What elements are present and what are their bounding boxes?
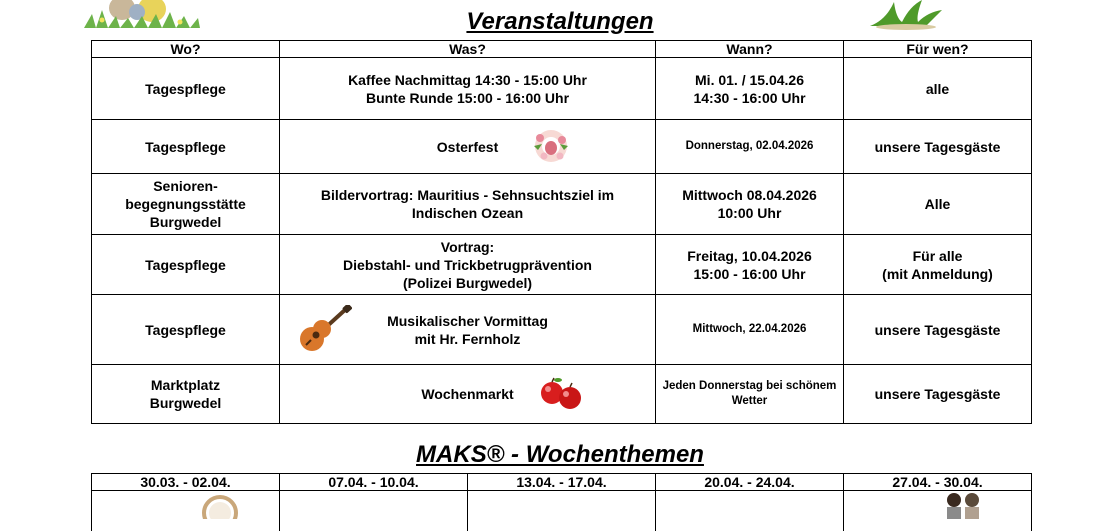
week-theme-cell <box>92 491 280 531</box>
cell-text: alle <box>848 80 1027 98</box>
table-row <box>92 174 1032 235</box>
cell-was <box>280 174 656 235</box>
table-row <box>92 491 1032 531</box>
cell-text: mit Hr. Fernholz <box>284 330 651 348</box>
cell-wo <box>92 58 280 120</box>
cell-text: Tagespflege <box>96 138 275 156</box>
apples-icon <box>538 377 584 411</box>
events-table <box>91 40 1032 424</box>
cell-text: Mi. 01. / 15.04.26 <box>660 71 839 89</box>
easter-wreath-icon <box>530 126 572 166</box>
cell-text: Musikalischer Vormittag <box>284 312 651 330</box>
table-row <box>92 365 1032 424</box>
cell-text: Mittwoch, 22.04.2026 <box>660 322 839 337</box>
week-theme-cell <box>656 491 844 531</box>
cell-text: Marktplatz <box>96 376 275 394</box>
cell-fuer-wen <box>844 365 1032 424</box>
cell-fuer-wen <box>844 58 1032 120</box>
cell-text: Tagespflege <box>96 256 275 274</box>
table-header-row <box>92 41 1032 58</box>
table-header-row <box>92 474 1032 491</box>
cell-fuer-wen <box>844 235 1032 295</box>
cell-text: (mit Anmeldung) <box>848 265 1027 283</box>
cell-was <box>280 235 656 295</box>
cell-wann <box>656 120 844 174</box>
cell-fuer-wen <box>844 174 1032 235</box>
table-row <box>92 235 1032 295</box>
cell-text: Bildervortrag: Mauritius - Sehnsuchtsziel im <box>284 186 651 204</box>
cell-text: Wochenmarkt <box>284 385 651 403</box>
cell-text: unsere Tagesgäste <box>848 321 1027 339</box>
cell-text: Mittwoch 08.04.2026 <box>660 186 839 204</box>
cell-text: Indischen Ozean <box>284 204 651 222</box>
column-header-was: Was? <box>280 41 656 58</box>
cell-text: Jeden Donnerstag bei schönem <box>660 379 839 394</box>
cell-wann <box>656 295 844 365</box>
page-title: Veranstaltungen <box>0 8 1120 36</box>
cell-was <box>280 365 656 424</box>
cell-wann <box>656 174 844 235</box>
cell-was <box>280 120 656 174</box>
week-header: 13.04. - 17.04. <box>468 474 656 491</box>
cell-text: 10:00 Uhr <box>660 204 839 222</box>
cell-wo <box>92 235 280 295</box>
cell-fuer-wen <box>844 295 1032 365</box>
table-row <box>92 58 1032 120</box>
cell-fuer-wen <box>844 120 1032 174</box>
section-title-maks: MAKS® - Wochenthemen <box>0 441 1120 469</box>
cell-text: 14:30 - 16:00 Uhr <box>660 89 839 107</box>
cell-text: Senioren- <box>96 177 275 195</box>
cell-was <box>280 58 656 120</box>
week-header: 27.04. - 30.04. <box>844 474 1032 491</box>
week-header: 30.03. - 02.04. <box>92 474 280 491</box>
cell-text: Vortrag: <box>284 238 651 256</box>
column-header-wann: Wann? <box>656 41 844 58</box>
cell-text: Donnerstag, 02.04.2026 <box>660 139 839 154</box>
wreath-icon <box>200 493 240 519</box>
cell-wo <box>92 365 280 424</box>
cell-text: Tagespflege <box>96 321 275 339</box>
week-theme-cell <box>468 491 656 531</box>
cell-text: Osterfest <box>284 138 651 156</box>
cell-text: Freitag, 10.04.2026 <box>660 247 839 265</box>
cell-text: unsere Tagesgäste <box>848 138 1027 156</box>
cell-text: begegnungsstätte <box>96 195 275 213</box>
column-header-fuer-wen: Für wen? <box>844 41 1032 58</box>
cell-text: Burgwedel <box>96 394 275 412</box>
cell-text: (Polizei Burgwedel) <box>284 274 651 292</box>
cell-wo <box>92 120 280 174</box>
week-header: 20.04. - 24.04. <box>656 474 844 491</box>
week-theme-cell <box>280 491 468 531</box>
cell-wo <box>92 174 280 235</box>
week-header: 07.04. - 10.04. <box>280 474 468 491</box>
week-theme-cell <box>844 491 1032 531</box>
cell-text: Alle <box>848 195 1027 213</box>
cell-text: Burgwedel <box>96 213 275 231</box>
cell-text: Wetter <box>660 394 839 409</box>
weekly-themes-table <box>91 473 1032 531</box>
cell-text: Diebstahl- und Trickbetrugprävention <box>284 256 651 274</box>
cell-wann <box>656 365 844 424</box>
column-header-wo: Wo? <box>92 41 280 58</box>
cell-wann <box>656 58 844 120</box>
cell-text: Für alle <box>848 247 1027 265</box>
cell-text: 15:00 - 16:00 Uhr <box>660 265 839 283</box>
table-row <box>92 120 1032 174</box>
table-row <box>92 295 1032 365</box>
people-icon <box>936 491 990 519</box>
cell-text: Kaffee Nachmittag 14:30 - 15:00 Uhr <box>284 71 651 89</box>
cell-text: Bunte Runde 15:00 - 16:00 Uhr <box>284 89 651 107</box>
cell-was <box>280 295 656 365</box>
cell-text: Tagespflege <box>96 80 275 98</box>
cell-wann <box>656 235 844 295</box>
guitar-icon <box>298 305 352 353</box>
cell-wo <box>92 295 280 365</box>
cell-text: unsere Tagesgäste <box>848 385 1027 403</box>
